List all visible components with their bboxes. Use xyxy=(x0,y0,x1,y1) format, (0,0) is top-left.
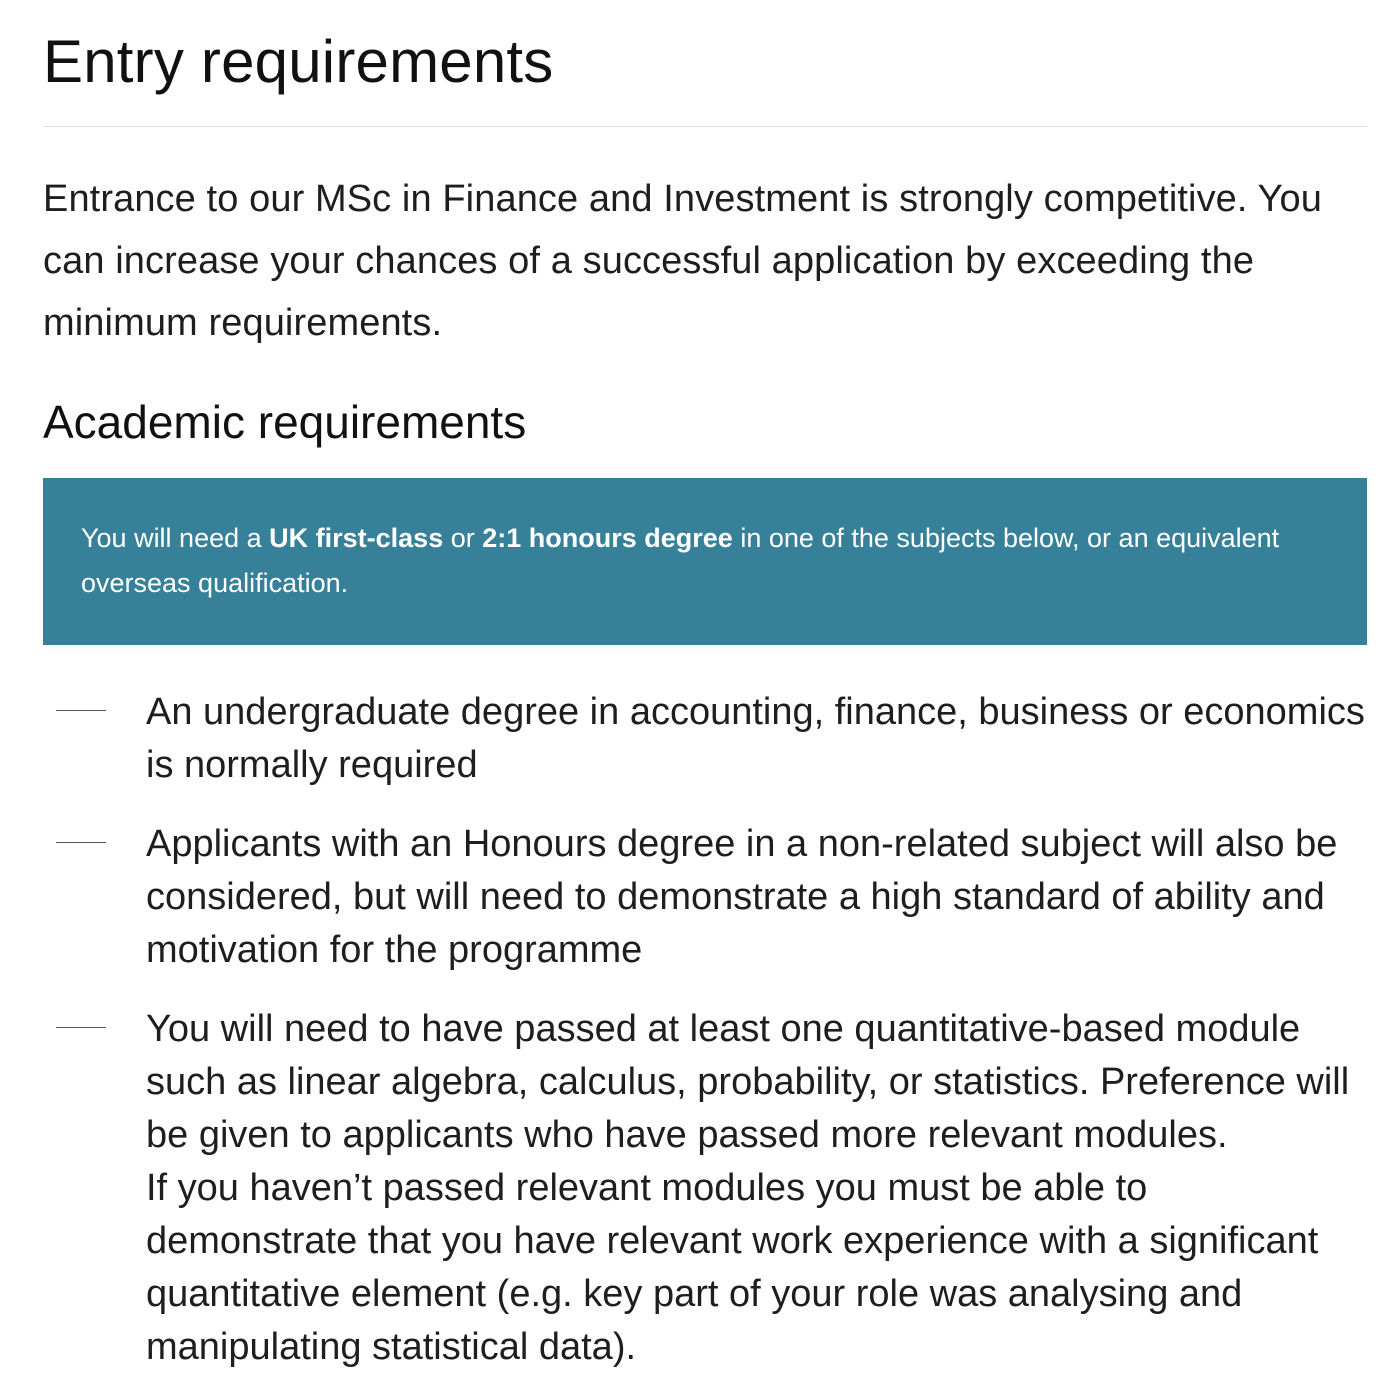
academic-requirements-heading: Academic requirements xyxy=(43,396,527,448)
callout-text-1: You will need a xyxy=(81,523,270,553)
dash-bullet-icon xyxy=(56,1027,106,1028)
list-item xyxy=(43,686,1367,792)
callout-bold-honours: 2:1 honours degree xyxy=(482,523,733,553)
requirement-text: Applicants with an Honours degree in a non-related subject will also be considered, but will need to demonstrate a high standard of ability and motivation for the programme xyxy=(146,823,1338,971)
dash-bullet-icon xyxy=(56,710,106,711)
callout-text-2: or xyxy=(443,523,483,553)
list-item xyxy=(43,1003,1367,1374)
list-item xyxy=(43,818,1367,977)
callout-bold-first-class: UK first-class xyxy=(269,523,444,553)
requirements-list xyxy=(43,686,1367,1400)
callout-text-3: in one of the subjects below, or an equivalent overseas qualification. xyxy=(81,523,1280,598)
title-divider xyxy=(43,126,1367,127)
intro-paragraph: Entrance to our MSc in Finance and Investment is strongly competitive. You can increase your chances of a successful application by exceeding the minimum requirements. xyxy=(43,178,1322,344)
requirement-text: You will need to have passed at least one quantitative-based module such as linear algebra, calculus, probability, or statistics. Preference will be given to applicants who have passed more relevant modules. If you haven’t passed relevant modules you must be able to demonstrate that you have relevant work experience with a significant quantitative element (e.g. key part of your role was analysing and manipulating statistical data). xyxy=(146,1008,1350,1368)
page-title: Entry requirements xyxy=(43,28,554,95)
dash-bullet-icon xyxy=(56,842,106,843)
degree-callout xyxy=(43,478,1367,645)
requirement-text: An undergraduate degree in accounting, finance, business or economics is normally required xyxy=(146,691,1365,786)
